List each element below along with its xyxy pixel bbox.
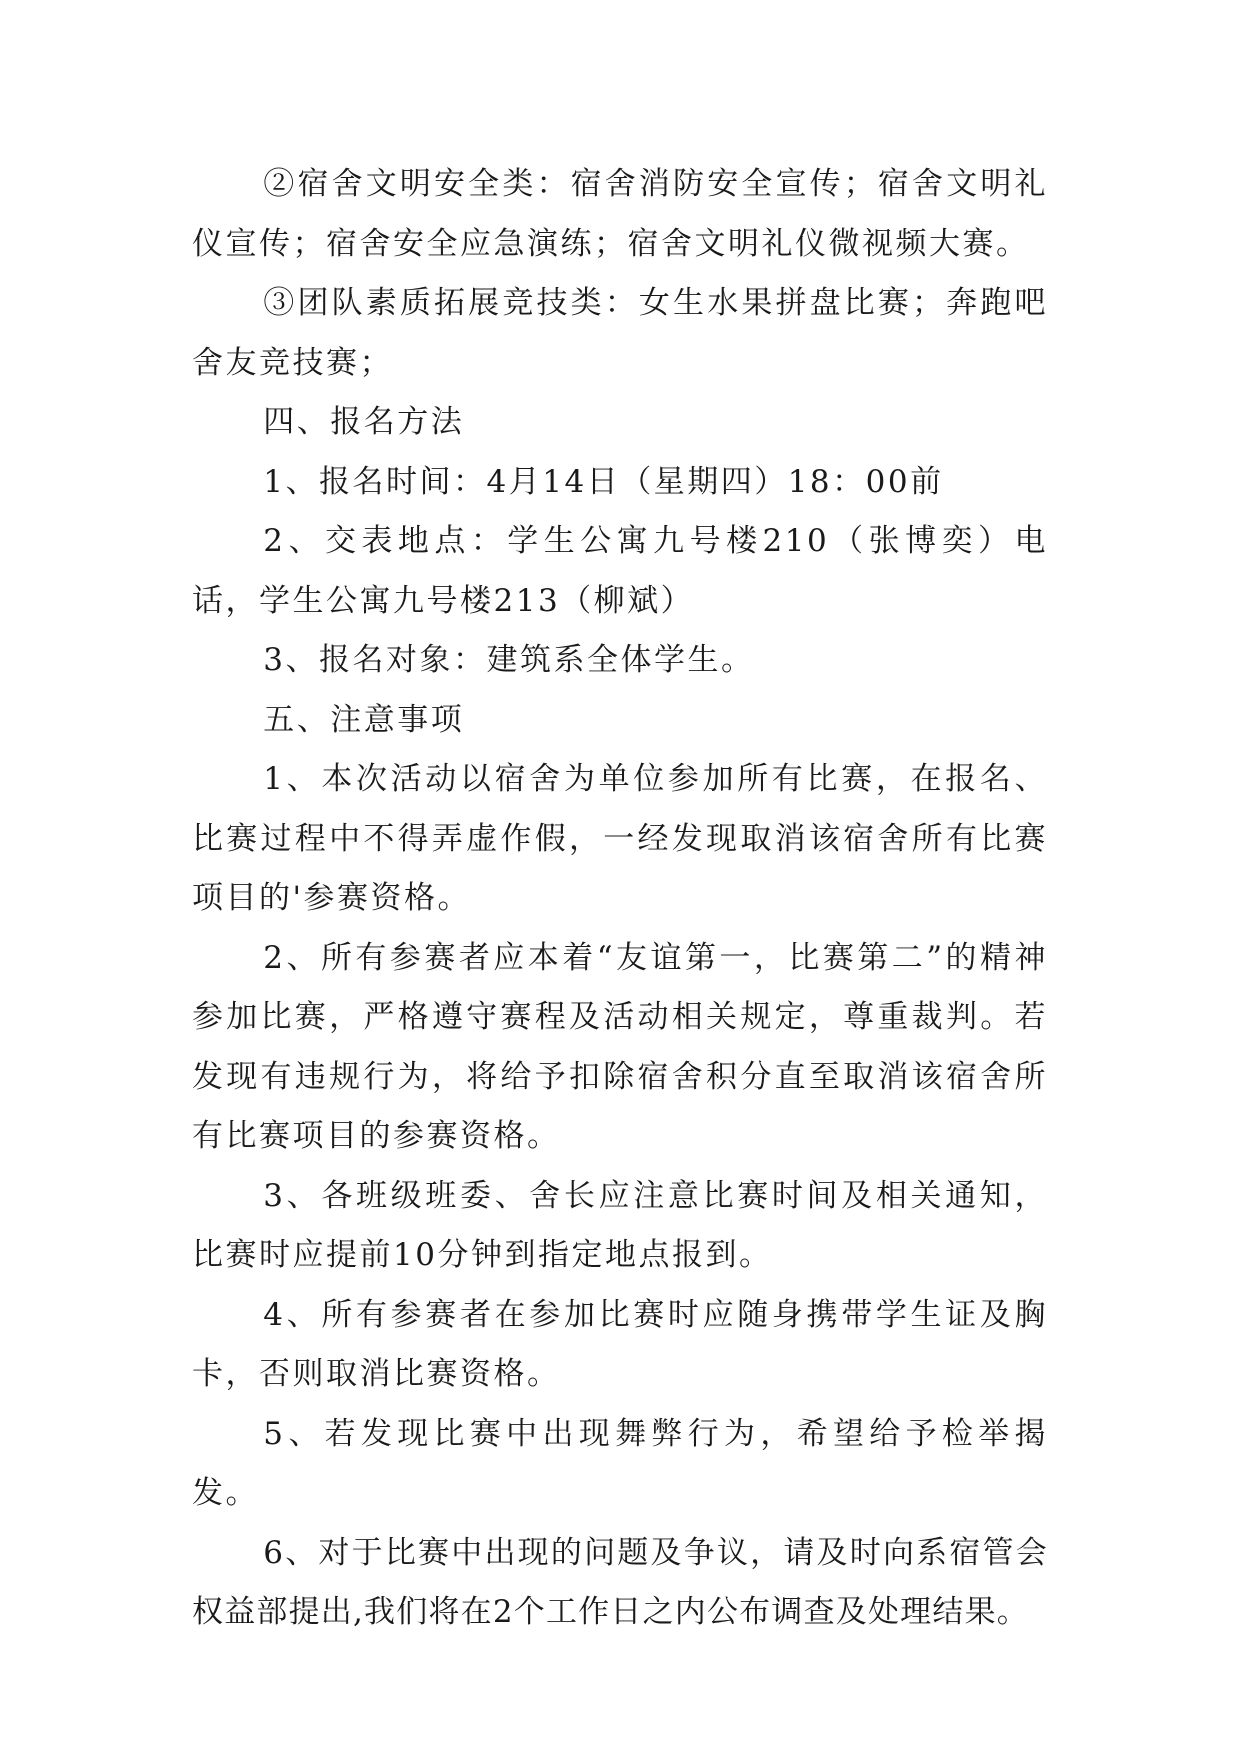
- section-heading-registration: 四、报名方法: [263, 404, 465, 440]
- document-body: [192, 155, 1048, 1643]
- paragraph-note-2: 2、所有参赛者应本着“友谊第一，比赛第二”的精神参加比赛，严格遵守赛程及活动相关规定，尊重裁判。若发现有违规行为，将给予扣除宿舍积分直至取消该宿舍所有比赛项目的参赛资格。: [192, 939, 1048, 1154]
- paragraph-submission-location: 2、交表地点：学生公寓九号楼210（张博奕）电话，学生公寓九号楼213（柳斌）: [192, 523, 1048, 619]
- paragraph-team-activities: ③团队素质拓展竞技类：女生水果拼盘比赛；奔跑吧舍友竞技赛；: [192, 285, 1048, 381]
- section-heading-notes: 五、注意事项: [263, 701, 465, 738]
- paragraph-registration-target: 3、报名对象：建筑系全体学生。: [263, 642, 755, 678]
- paragraph-note-3: 3、各班级班委、舍长应注意比赛时间及相关通知，比赛时应提前10分钟到指定地点报到。: [192, 1177, 1048, 1273]
- paragraph-registration-time: 1、报名时间：4月14日（星期四）18：00前: [263, 463, 944, 500]
- paragraph-note-1: 1、本次活动以宿舍为单位参加所有比赛，在报名、比赛过程中不得弄虚作假，一经发现取消该宿舍所有比赛项目的'参赛资格。: [192, 761, 1048, 916]
- paragraph-note-6: 6、对于比赛中出现的问题及争议，请及时向系宿管会权益部提出,我们将在2个工作日之内公布调查及处理结果。: [192, 1534, 1048, 1630]
- paragraph-note-4: 4、所有参赛者在参加比赛时应随身携带学生证及胸卡，否则取消比赛资格。: [192, 1296, 1048, 1392]
- paragraph-note-5: 5、若发现比赛中出现舞弊行为，希望给予检举揭发。: [192, 1415, 1048, 1511]
- paragraph-dorm-safety: ②宿舍文明安全类：宿舍消防安全宣传；宿舍文明礼仪宣传；宿舍安全应急演练；宿舍文明礼仪微视频大赛。: [192, 166, 1048, 262]
